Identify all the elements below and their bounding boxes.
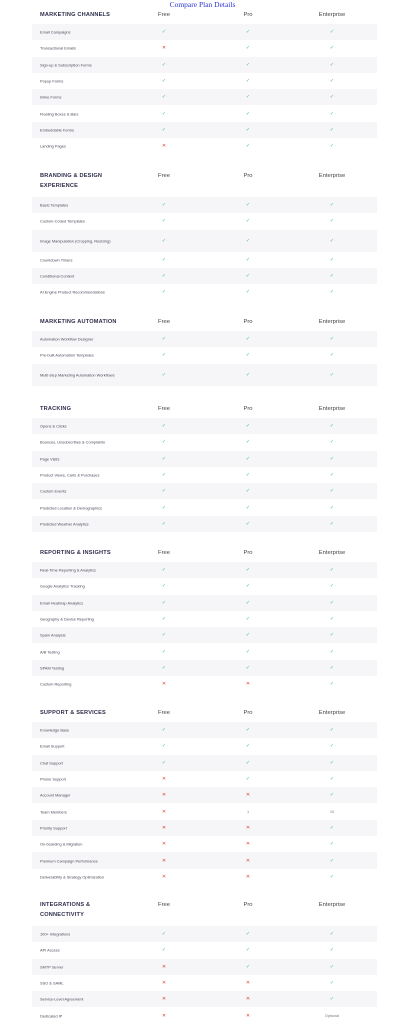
section-marketing-channels [32,10,377,154]
column-header-enterprise: Enterprise [318,406,346,412]
cross-icon: ✕ [161,681,167,688]
cross-icon: ✕ [245,996,251,1003]
cross-icon: ✕ [245,681,251,688]
feature-row [32,418,377,434]
section-rows [32,926,377,1024]
cross-icon: ✕ [245,857,251,864]
feature-row [32,284,377,300]
feature-label: SSO & SAML [40,980,64,986]
feature-row [32,24,377,40]
check-icon: ✓ [245,599,251,606]
cross-icon: ✕ [161,857,167,864]
check-icon: ✓ [245,110,251,117]
column-header-free: Free [158,710,170,716]
check-icon: ✓ [329,759,335,766]
feature-row [32,660,377,676]
cross-icon: ✕ [245,1012,251,1019]
section-tracking [32,404,377,532]
column-header-enterprise: Enterprise [318,319,346,325]
check-icon: ✓ [329,648,335,655]
check-icon: ✓ [329,256,335,263]
check-icon: ✓ [329,29,335,36]
check-icon: ✓ [161,439,167,446]
feature-value: 10 [329,809,335,814]
feature-label: Custom-Coded Templates [40,218,85,224]
check-icon: ✓ [329,873,335,880]
section-branding-design-experience [32,171,377,300]
section-rows [32,562,377,692]
check-icon: ✓ [161,504,167,511]
check-icon: ✓ [161,727,167,734]
check-icon: ✓ [245,583,251,590]
check-icon: ✓ [161,583,167,590]
check-icon: ✓ [329,520,335,527]
feature-label: Google Analytics Tracking [40,583,85,589]
column-header-pro: Pro [243,710,253,716]
feature-label: Page Visits [40,456,60,462]
check-icon: ✓ [245,664,251,671]
feature-row [32,722,377,738]
check-icon: ✓ [245,371,251,378]
check-icon: ✓ [329,455,335,462]
check-icon: ✓ [329,632,335,639]
check-icon: ✓ [161,472,167,479]
check-icon: ✓ [245,488,251,495]
cross-icon: ✕ [245,841,251,848]
check-icon: ✓ [329,567,335,574]
check-icon: ✓ [161,61,167,68]
feature-row [32,213,377,229]
feature-row [32,268,377,284]
column-header-pro: Pro [243,550,253,556]
feature-row [32,73,377,89]
cross-icon: ✕ [161,841,167,848]
feature-label: Service-Level Agreement [40,996,84,1002]
feature-label: 100+ Integrations [40,931,71,937]
feature-row [32,755,377,771]
feature-label: Product Views, Carts & Purchases [40,472,100,478]
feature-row [32,483,377,499]
check-icon: ✓ [245,963,251,970]
check-icon: ✓ [245,256,251,263]
feature-row [32,738,377,754]
feature-label: Custom Reporting [40,681,72,687]
cross-icon: ✕ [245,792,251,799]
feature-row [32,595,377,611]
section-reporting-insights [32,548,377,692]
check-icon: ✓ [329,980,335,987]
feature-label: Account Manager [40,792,71,798]
cross-icon: ✕ [161,143,167,150]
feature-row [32,451,377,467]
column-header-free: Free [158,550,170,556]
check-icon: ✓ [245,743,251,750]
check-icon: ✓ [245,218,251,225]
feature-label: Geography & Device Reporting [40,616,94,622]
feature-label: A/B Testing [40,649,60,655]
section-header [32,171,377,197]
feature-label: AI Engine Product Recommendations [40,289,105,295]
feature-label: Phone Support [40,776,66,782]
feature-row [32,331,377,347]
section-integrations-connectivity [32,900,377,1024]
section-title: TRACKING [40,406,72,412]
check-icon: ✓ [329,488,335,495]
section-header [32,708,377,722]
feature-label: Email Support [40,743,65,749]
check-icon: ✓ [245,648,251,655]
check-icon: ✓ [161,336,167,343]
feature-row [32,57,377,73]
feature-row [32,611,377,627]
check-icon: ✓ [245,143,251,150]
feature-row [32,40,377,56]
cross-icon: ✕ [161,873,167,880]
check-icon: ✓ [329,237,335,244]
feature-row [32,959,377,975]
check-icon: ✓ [161,616,167,623]
feature-label: API Access [40,947,60,953]
column-header-free: Free [158,319,170,325]
section-title: INTEGRATIONS & CONNECTIVITY [40,902,91,918]
check-icon: ✓ [329,616,335,623]
feature-label: Transactional Emails [40,45,76,51]
column-header-pro: Pro [243,319,253,325]
feature-row [32,975,377,991]
feature-label: Bounces, Unsubscribes & Complaints [40,439,106,445]
feature-row [32,197,377,213]
cross-icon: ✕ [161,45,167,52]
feature-row [32,852,377,868]
check-icon: ✓ [161,632,167,639]
feature-label: Floating Boxes & Bars [40,111,79,117]
column-header-pro: Pro [243,173,253,179]
check-icon: ✓ [329,857,335,864]
check-icon: ✓ [329,504,335,511]
check-icon: ✓ [161,371,167,378]
feature-row [32,676,377,692]
feature-label: Email Campaigns [40,29,71,35]
cross-icon: ✕ [161,1012,167,1019]
feature-label: Conditional Content [40,273,75,279]
cross-icon: ✕ [245,873,251,880]
check-icon: ✓ [329,352,335,359]
feature-row [32,89,377,105]
cross-icon: ✕ [161,824,167,831]
section-header [32,900,377,926]
cross-icon: ✕ [161,980,167,987]
check-icon: ✓ [329,273,335,280]
section-title: MARKETING AUTOMATION [40,319,117,325]
section-header [32,548,377,562]
feature-label: Embeddable Forms [40,127,74,133]
check-icon: ✓ [329,289,335,296]
column-header-pro: Pro [243,902,253,908]
column-header-enterprise: Enterprise [318,550,346,556]
check-icon: ✓ [245,439,251,446]
cross-icon: ✕ [161,792,167,799]
column-header-free: Free [158,902,170,908]
check-icon: ✓ [161,567,167,574]
feature-label: Predicted Weather Analytics [40,521,89,527]
section-rows [32,418,377,532]
column-header-free: Free [158,406,170,412]
check-icon: ✓ [329,110,335,117]
section-title: SUPPORT & SERVICES [40,710,106,716]
cross-icon: ✕ [245,980,251,987]
feature-row [32,836,377,852]
feature-row [32,138,377,154]
feature-label: Popup Forms [40,78,64,84]
check-icon: ✓ [245,29,251,36]
check-icon: ✓ [245,94,251,101]
check-icon: ✓ [329,583,335,590]
feature-row [32,926,377,942]
check-icon: ✓ [245,947,251,954]
check-icon: ✓ [161,78,167,85]
check-icon: ✓ [329,792,335,799]
section-marketing-automation [32,317,377,386]
feature-row [32,803,377,819]
check-icon: ✓ [245,423,251,430]
check-icon: ✓ [329,824,335,831]
feature-row [32,347,377,363]
check-icon: ✓ [329,126,335,133]
column-header-pro: Pro [243,406,253,412]
check-icon: ✓ [245,61,251,68]
feature-label: Team Members [40,809,67,815]
section-header [32,10,377,24]
check-icon: ✓ [329,45,335,52]
check-icon: ✓ [329,61,335,68]
feature-label: Countdown Timers [40,257,73,263]
check-icon: ✓ [329,336,335,343]
check-icon: ✓ [329,727,335,734]
check-icon: ✓ [161,110,167,117]
feature-label: Sign-up & Subscription Forms [40,62,92,68]
check-icon: ✓ [245,455,251,462]
feature-label: Custom Events [40,488,67,494]
check-icon: ✓ [245,727,251,734]
check-icon: ✓ [329,681,335,688]
check-icon: ✓ [245,567,251,574]
page-title: Compare Plan Details [169,0,236,9]
cross-icon: ✕ [161,963,167,970]
check-icon: ✓ [161,218,167,225]
column-header-enterprise: Enterprise [318,12,346,18]
feature-row [32,252,377,268]
cross-icon: ✕ [245,824,251,831]
feature-row [32,434,377,450]
feature-label: Basic Templates [40,202,69,208]
check-icon: ✓ [245,776,251,783]
check-icon: ✓ [161,520,167,527]
check-icon: ✓ [245,352,251,359]
check-icon: ✓ [161,488,167,495]
feature-label: On-boarding & Migration [40,841,83,847]
column-header-free: Free [158,12,170,18]
check-icon: ✓ [161,126,167,133]
feature-label: Predicted Location & Demographics [40,505,103,511]
feature-row [32,562,377,578]
feature-row [32,820,377,836]
section-header [32,404,377,418]
feature-row [32,122,377,138]
check-icon: ✓ [161,759,167,766]
check-icon: ✓ [161,947,167,954]
feature-row [32,991,377,1007]
column-header-enterprise: Enterprise [318,902,346,908]
check-icon: ✓ [329,439,335,446]
feature-row [32,105,377,121]
check-icon: ✓ [161,202,167,209]
feature-row [32,467,377,483]
check-icon: ✓ [329,423,335,430]
check-icon: ✓ [245,273,251,280]
check-icon: ✓ [161,29,167,36]
check-icon: ✓ [245,78,251,85]
check-icon: ✓ [161,289,167,296]
feature-label: Spam Analysis [40,632,66,638]
feature-row [32,643,377,659]
section-title: BRANDING & DESIGN EXPERIENCE [40,173,103,189]
feature-value: 1 [246,809,250,814]
section-rows [32,331,377,386]
check-icon: ✓ [161,931,167,938]
feature-label: Opens & Clicks [40,423,67,429]
check-icon: ✓ [245,289,251,296]
cross-icon: ✕ [161,776,167,783]
feature-label: Landing Pages [40,143,66,149]
check-icon: ✓ [329,841,335,848]
check-icon: ✓ [161,94,167,101]
check-icon: ✓ [329,963,335,970]
check-icon: ✓ [245,931,251,938]
feature-label: SPAM Testing [40,665,65,671]
check-icon: ✓ [245,202,251,209]
check-icon: ✓ [329,472,335,479]
feature-row [32,516,377,532]
feature-label: Email Heatmap Analytics [40,600,84,606]
section-rows [32,24,377,154]
feature-row [32,869,377,885]
check-icon: ✓ [245,504,251,511]
feature-label: Premium Campaign Performance [40,858,98,864]
column-header-enterprise: Enterprise [318,173,346,179]
check-icon: ✓ [329,202,335,209]
feature-label: Automation Workflow Designer [40,336,94,342]
feature-row [32,1007,377,1023]
check-icon: ✓ [161,648,167,655]
check-icon: ✓ [245,126,251,133]
check-icon: ✓ [329,371,335,378]
check-icon: ✓ [245,520,251,527]
check-icon: ✓ [329,931,335,938]
feature-row [32,499,377,515]
check-icon: ✓ [329,664,335,671]
section-support-services [32,708,377,885]
check-icon: ✓ [245,472,251,479]
cross-icon: ✕ [161,996,167,1003]
feature-row [32,578,377,594]
feature-row [32,364,377,386]
check-icon: ✓ [161,256,167,263]
column-header-free: Free [158,173,170,179]
feature-label: Knowledge Base [40,727,70,733]
column-header-enterprise: Enterprise [318,710,346,716]
feature-row [32,627,377,643]
check-icon: ✓ [161,273,167,280]
check-icon: ✓ [329,78,335,85]
check-icon: ✓ [161,743,167,750]
check-icon: ✓ [161,237,167,244]
feature-label: Dedicated IP [40,1013,63,1019]
check-icon: ✓ [161,455,167,462]
check-icon: ✓ [329,776,335,783]
check-icon: ✓ [161,423,167,430]
feature-label: Inline Forms [40,94,62,100]
check-icon: ✓ [329,94,335,101]
check-icon: ✓ [329,947,335,954]
feature-label: Image Manipulation (Cropping, Resizing) [40,238,111,244]
feature-label: SMTP Server [40,964,64,970]
section-rows [32,722,377,885]
check-icon: ✓ [245,616,251,623]
check-icon: ✓ [245,632,251,639]
check-icon: ✓ [329,743,335,750]
check-icon: ✓ [329,996,335,1003]
section-header [32,317,377,331]
feature-row [32,942,377,958]
check-icon: ✓ [245,45,251,52]
feature-label: Real-Time Reporting & Analytics [40,567,96,573]
feature-row [32,787,377,803]
check-icon: ✓ [245,759,251,766]
section-rows [32,197,377,300]
column-header-pro: Pro [243,12,253,18]
feature-label: Pre-built Automation Templates [40,352,94,358]
feature-row [32,771,377,787]
check-icon: ✓ [245,336,251,343]
cross-icon: ✕ [161,808,167,815]
feature-label: Chat Support [40,760,63,766]
check-icon: ✓ [329,143,335,150]
check-icon: ✓ [161,352,167,359]
section-title: MARKETING CHANNELS [40,12,111,18]
feature-label: Priority Support [40,825,67,831]
feature-row [32,230,377,252]
check-icon: ✓ [161,599,167,606]
section-title: REPORTING & INSIGHTS [40,550,111,556]
feature-label: Deliverability & Strategy Optimization [40,874,105,880]
check-icon: ✓ [329,218,335,225]
feature-label: Multi-step Marketing Automation Workflows [40,372,115,378]
check-icon: ✓ [329,599,335,606]
check-icon: ✓ [245,237,251,244]
feature-value: Optional [324,1013,340,1018]
check-icon: ✓ [161,664,167,671]
